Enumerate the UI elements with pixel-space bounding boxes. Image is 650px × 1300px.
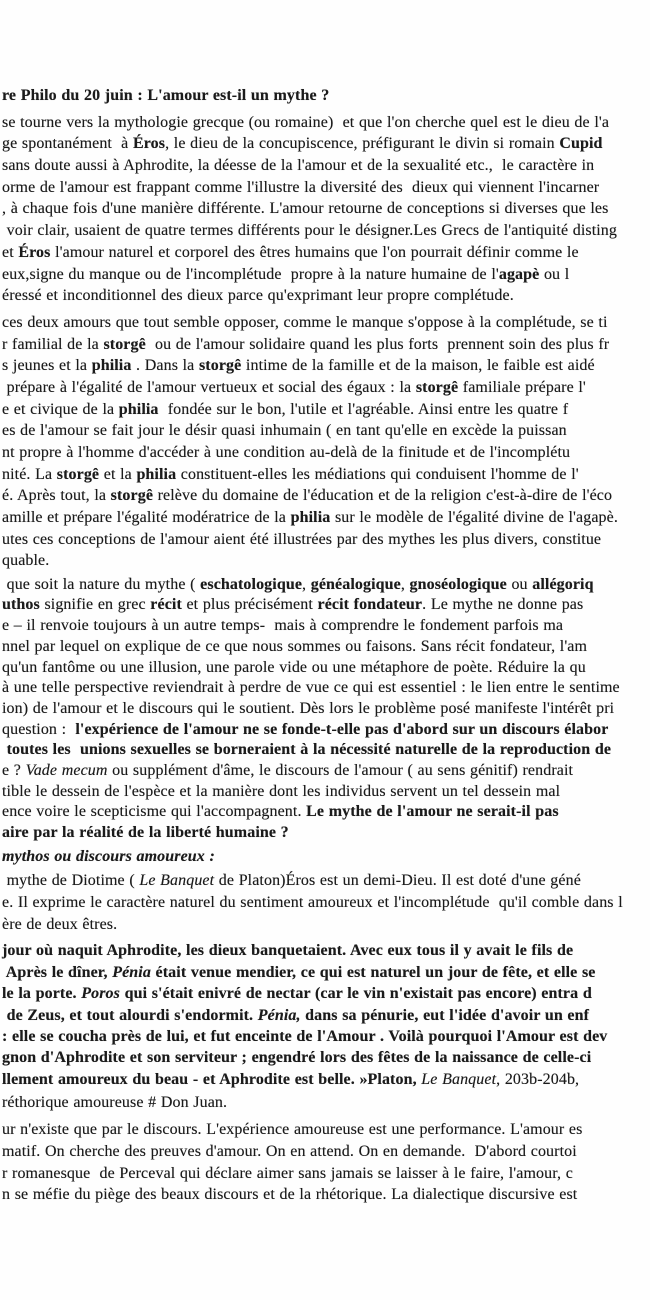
text-segment: . Le mythe ne donne pas [422, 596, 588, 614]
text-segment: storgê [415, 378, 459, 396]
text-segment: dans sa pénurie, eut l'idée d'avoir un enf [300, 1006, 590, 1024]
text-segment: e. Il exprime le caractère naturel du sentiment amoureux et l'incomplétude qu'il comble dans l [2, 894, 623, 912]
text-line [0, 823, 650, 844]
text-segment: l'amour naturel et corporel des êtres humains que l'on pourrait définir comme le [50, 243, 579, 261]
text-segment: était venue mendier, ce qui est naturel un jour de fête, et elle se [150, 963, 596, 981]
text-line [0, 575, 650, 596]
text-segment: ces deux amours que tout semble opposer, comme le manque s'oppose à la complétude, se ti [2, 313, 608, 331]
text-segment: . Dans la [131, 357, 199, 375]
text-segment: de Zeus, et tout alourdi s'endormit. [2, 1006, 258, 1024]
text-segment: sur le modèle de l'égalité divine de l'agapè. [330, 509, 618, 527]
text-line [0, 699, 650, 720]
text-segment: storgê [110, 487, 154, 505]
text-line [0, 464, 650, 486]
text-segment: et [2, 243, 19, 261]
text-segment: amille et prépare l'égalité modératrice de la [2, 509, 291, 527]
text-line [0, 177, 650, 199]
text-segment: nt propre à l'homme d'accéder à une condition au-delà de la finitude et de l'incomplétu [2, 444, 571, 461]
text-line [0, 377, 650, 399]
text-line [0, 285, 650, 307]
text-line [0, 442, 650, 464]
text-segment: gnoséologique [409, 575, 507, 593]
text-line [0, 550, 650, 571]
text-segment: é. Après tout, la [2, 487, 111, 505]
text-line [0, 1092, 650, 1113]
text-segment: Pénia, [257, 1006, 301, 1024]
text-segment: éressé et inconditionnel des dieux parce qu'exprimant leur propre complétude. [2, 287, 514, 305]
text-segment: Le Banquet [139, 872, 215, 890]
text-line [0, 420, 650, 442]
text-segment: es de l'amour se fait jour le désir quasi inhumain ( en tant qu'elle en excède la puissan [2, 422, 567, 440]
text-segment: familiale prépare l' [458, 378, 586, 396]
text-segment: qu'un fantôme ou une illusion, une parole vide ou une métaphore de poète. Réduire la qu [2, 658, 586, 676]
text-segment: , 203b-204b, [496, 1070, 580, 1088]
text-segment: ence voire le scepticisme qui l'accompagnent. [2, 803, 307, 821]
quote-paragraph [0, 940, 650, 1090]
text-segment: storgê [56, 465, 100, 483]
text-line [0, 485, 650, 507]
text-line [0, 782, 650, 803]
text-segment: généalogique [310, 575, 401, 593]
text-segment: , le dieu de la concupiscence, préfigurant le divin si romain [165, 135, 560, 153]
text-line [0, 983, 650, 1004]
text-line [0, 133, 650, 155]
text-segment: jour où naquit Aphrodite, les dieux banquetaient. Avec eux tous il y avait le fils de [2, 942, 578, 960]
text-line [0, 355, 650, 377]
text-line [0, 940, 650, 961]
text-line [0, 1119, 650, 1141]
text-segment: eux,signe du manque ou de l'incomplétude propre à la nature humaine de l' [2, 265, 499, 283]
text-segment: matif. On cherche des preuves d'amour. On en attend. On en demande. D'abord courtoi [2, 1142, 577, 1160]
text-line [0, 85, 650, 107]
text-segment: ou de l'amour solidaire quand les plus forts prennent soin des plus fr [145, 335, 610, 353]
text-line [0, 399, 650, 421]
text-segment: r romanesque de Perceval qui déclare aimer sans jamais se laisser à le faire, l'amour, c [2, 1164, 573, 1182]
text-segment: e et civique de la [2, 400, 119, 418]
text-segment: fondée sur le bon, l'utile et l'agréable. Ainsi entre les quatre f [158, 400, 569, 418]
text-segment: gnon d'Aphrodite et son serviteur ; engendré lors des fêtes de la naissance de celle-ci [2, 1049, 592, 1067]
text-segment: allégoriq [532, 575, 594, 593]
paragraph-2 [0, 312, 650, 529]
text-segment: ge spontanément à [2, 135, 133, 153]
text-segment: Éros [132, 135, 166, 153]
text-segment: réthorique amoureuse # Don Juan. [2, 1094, 228, 1112]
text-segment: constituent-elles les médiations qui conduisent l'homme de l' [176, 465, 579, 483]
paragraph-7 [0, 1119, 650, 1206]
text-line [0, 802, 650, 823]
text-segment: ère de deux êtres. [2, 915, 118, 933]
text-line [0, 1069, 650, 1090]
text-segment: signifie en grec [39, 596, 151, 614]
text-line [0, 155, 650, 177]
text-segment: qui s'était enivré de nectar (car le vin n'existait pas encore) entra d [119, 985, 592, 1003]
paragraph-5 [0, 870, 650, 935]
text-segment: mythos ou discours amoureux [2, 847, 205, 865]
text-segment: et plus précisément [181, 596, 318, 614]
text-segment: que soit la nature du mythe ( [2, 575, 201, 593]
text-segment: : elle se coucha près de lui, et fut enceinte de l'Amour . Voilà pourquoi l'Amour est dev [2, 1028, 608, 1045]
paragraph-4 [0, 575, 650, 844]
text-segment: agapè [498, 265, 540, 283]
text-segment: Pénia [112, 963, 151, 981]
note-line [0, 1092, 650, 1113]
text-segment: récit [150, 596, 182, 614]
text-line [0, 1141, 650, 1163]
text-segment: l'expérience de l'amour ne se fonde-t-elle pas d'abord sur un discours élabor [75, 720, 609, 738]
text-segment: : [204, 847, 215, 865]
text-segment: , [302, 575, 311, 593]
document-title [0, 85, 650, 107]
text-line [0, 870, 650, 892]
text-segment: uthos [2, 596, 40, 614]
text-line [0, 892, 650, 914]
text-segment: , [400, 575, 410, 593]
text-segment: n se méfie du piège des beaux discours et de la rhétorique. La dialectique discursive est [2, 1186, 582, 1204]
text-segment: re Philo du 20 juin : L'amour est-il un mythe ? [2, 87, 330, 104]
text-line [0, 678, 650, 699]
text-segment: storgê [103, 335, 146, 353]
text-segment: nité. La [2, 465, 57, 483]
text-segment: ou supplément d'âme, le discours de l'amour ( au sens génitif) rendrait [107, 761, 574, 779]
text-line [0, 616, 650, 637]
text-line [0, 529, 650, 550]
text-segment: le la porte. [2, 985, 82, 1003]
text-line [0, 220, 650, 242]
text-segment: de Platon)Éros est un demi-Dieu. Il est doté d'une géné [214, 872, 581, 890]
text-line [0, 720, 650, 741]
text-segment: philia [290, 509, 331, 527]
text-line [0, 242, 650, 264]
text-segment: Vade mecum [25, 761, 108, 779]
text-line [0, 334, 650, 356]
text-segment: ou l [539, 265, 570, 283]
text-line [0, 1047, 650, 1068]
text-line [0, 198, 650, 220]
text-segment: Cupid [559, 135, 603, 153]
text-segment: sans doute aussi à Aphrodite, la déesse de la l'amour et de la sexualité etc., le caractère in [2, 157, 595, 175]
text-segment: philia [91, 357, 132, 375]
text-line [0, 312, 650, 334]
text-segment: relève du domaine de l'éducation et de la religion c'est-à-dire de l'éco [153, 487, 613, 505]
text-line [0, 740, 650, 761]
text-segment: s jeunes et la [2, 357, 92, 375]
text-line [0, 264, 650, 286]
text-segment: nnel par lequel on explique de ce que nous sommes ou faisons. Sans récit fondateur, l'am [2, 637, 588, 655]
text-line [0, 846, 650, 868]
text-segment: ur n'existe que par le discours. L'expérience amoureuse est une performance. L'amour es [2, 1121, 583, 1139]
text-segment: llement amoureux du beau - et Aphrodite est belle. »Platon, [2, 1070, 422, 1088]
text-line [0, 637, 650, 658]
text-segment: storgê [198, 357, 242, 375]
text-segment: Après le dîner, [2, 963, 113, 981]
text-segment: aire par la réalité de la liberté humaine ? [2, 824, 289, 841]
text-segment: Poros [81, 985, 120, 1003]
text-segment: quable. [2, 551, 50, 569]
text-segment: Le Banquet [421, 1070, 497, 1088]
text-segment: prépare à l'égalité de l'amour vertueux et social des égaux : la [2, 378, 416, 396]
text-segment: et la [99, 465, 137, 483]
text-segment: eschatologique [200, 575, 303, 593]
text-segment: Le mythe de l'amour ne serait-il pas [306, 803, 559, 821]
text-segment: tible le dessein de l'espèce et la manière dont les individus servent un tel dessein mal [2, 782, 561, 800]
text-segment: e ? [2, 761, 26, 779]
text-line [0, 112, 650, 134]
text-segment: , à chaque fois d'une manière différente. L'amour retourne de conceptions si diverses que les [2, 200, 609, 218]
text-segment: voir clair, usaient de quatre termes différents pour le désigner.Les Grecs de l'antiquité disting [2, 222, 618, 240]
text-line [0, 507, 650, 529]
text-line [0, 761, 650, 782]
text-line [0, 658, 650, 679]
text-segment: Éros [18, 243, 51, 261]
text-line [0, 1184, 650, 1206]
text-segment: toutes les unions sexuelles se borneraient à la nécessité naturelle de la reproduction de [2, 741, 612, 759]
section-heading [0, 846, 650, 868]
text-segment: se tourne vers la mythologie grecque (ou romaine) et que l'on cherche quel est le dieu de l'a [2, 113, 610, 131]
text-segment: mythe de Diotime ( [2, 872, 140, 890]
text-segment: à une telle perspective reviendrait à perdre de vue ce qui est essentiel : le lien entre le sentime [2, 679, 620, 697]
text-segment: e – il renvoie toujours à un autre temps- mais à comprendre le fondement parfois ma [2, 617, 564, 635]
text-segment: ion) de l'amour et le discours qui le soutient. Dès lors le problème posé manifeste l'intérêt pri [2, 699, 615, 717]
text-segment: philia [118, 400, 159, 418]
text-segment: utes ces conceptions de l'amour aient été illustrées par des mythes les plus divers, constitue [2, 530, 606, 548]
text-line [0, 914, 650, 936]
text-line [0, 962, 650, 983]
paragraph-3 [0, 529, 650, 571]
text-segment: philia [136, 465, 177, 483]
text-segment: récit fondateur [317, 596, 423, 614]
text-segment: question : [2, 720, 76, 738]
text-line [0, 1026, 650, 1047]
text-line [0, 1005, 650, 1026]
text-segment: intime de la famille et de la maison, le faible est aidé [241, 357, 595, 375]
text-segment: ou [506, 575, 533, 593]
text-line [0, 1163, 650, 1185]
text-segment: orme de l'amour est frappant comme l'illustre la diversité des dieux qui viennent l'incarner [2, 178, 600, 196]
text-line [0, 595, 650, 616]
paragraph-1 [0, 112, 650, 307]
text-segment: r familial de la [2, 335, 104, 353]
